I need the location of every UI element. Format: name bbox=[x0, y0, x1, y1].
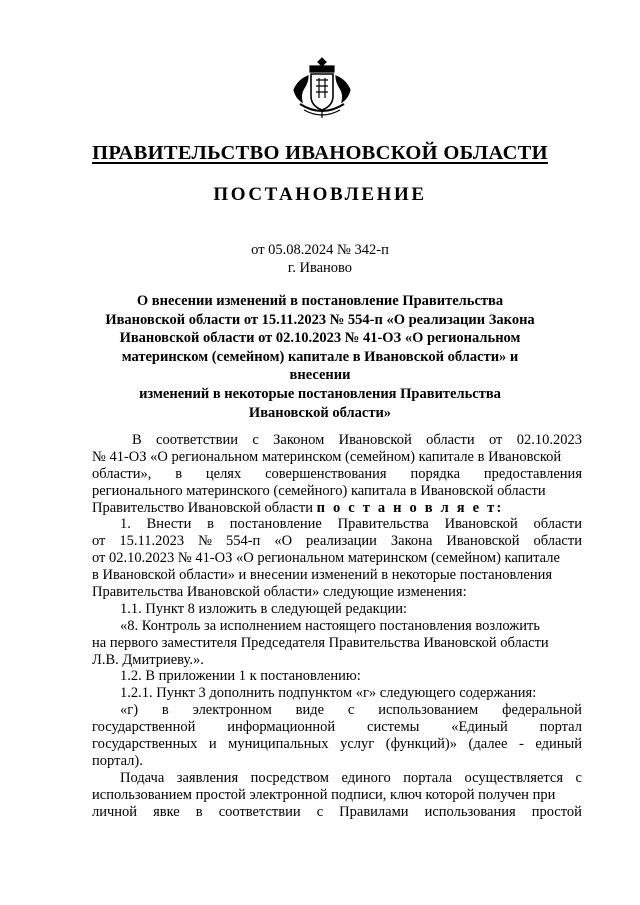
word: целях bbox=[205, 465, 242, 482]
government-title: ПРАВИТЕЛЬСТВО ИВАНОВСКОЙ ОБЛАСТИ bbox=[92, 142, 548, 164]
city: г. Иваново bbox=[287, 260, 353, 276]
word: посредством bbox=[250, 769, 329, 786]
word: Правительства bbox=[337, 516, 429, 533]
subject-line: изменений в некоторые постановления Правительства bbox=[139, 385, 501, 402]
body-line: № 41-ОЗ «О региональном материнском (семейном) капитале в Ивановской bbox=[92, 448, 562, 465]
document-type: ПОСТАНОВЛЕНИЕ bbox=[213, 184, 427, 205]
word: информационной bbox=[227, 719, 336, 736]
word: портала bbox=[403, 769, 453, 786]
word: портал bbox=[539, 719, 582, 736]
subject-line: Ивановской области от 15.11.2023 № 554-п «О реализации Закона bbox=[105, 311, 535, 328]
word: в bbox=[195, 803, 203, 820]
word: (далее bbox=[468, 736, 508, 753]
word: федеральной bbox=[502, 702, 582, 719]
document-subject bbox=[90, 292, 550, 422]
word: предоставления bbox=[483, 465, 582, 482]
word: (функций)» bbox=[385, 736, 458, 753]
body-line bbox=[92, 804, 582, 821]
body-line bbox=[92, 770, 582, 787]
date-number: от 05.08.2024 № 342-п bbox=[251, 242, 389, 258]
word: государственных bbox=[92, 736, 198, 753]
word: совершенствования bbox=[265, 465, 387, 482]
word: Закона bbox=[390, 533, 433, 550]
word: области bbox=[533, 533, 582, 550]
body-line bbox=[92, 516, 582, 533]
word: с bbox=[316, 803, 324, 820]
word: в bbox=[161, 702, 169, 719]
subject-line: материнском (семейном) капитале в Ивановской области» и внесении bbox=[121, 348, 519, 384]
word: с bbox=[252, 432, 259, 448]
body-line: в Ивановской области» и внесении изменений в некоторые постановления bbox=[92, 567, 553, 584]
body-line bbox=[92, 533, 582, 550]
body-line: от 02.10.2023 № 41-ОЗ «О региональном материнском (семейном) капитале bbox=[92, 550, 560, 567]
document-body bbox=[92, 432, 582, 820]
body-line: портал). bbox=[92, 752, 143, 769]
body-line: регионального материнского (семейного) капитала в Ивановской области bbox=[92, 482, 546, 499]
body-line: Л.В. Дмитриеву.». bbox=[92, 651, 204, 668]
word: личной bbox=[92, 803, 138, 820]
word: от bbox=[92, 533, 106, 550]
word: использования bbox=[424, 803, 516, 820]
word: области bbox=[426, 432, 475, 448]
word: в bbox=[207, 516, 215, 533]
word: 1. bbox=[120, 516, 131, 533]
word: электронном bbox=[192, 702, 272, 719]
subject-line: Ивановской области» bbox=[248, 404, 392, 421]
subject-line: Ивановской области от 02.10.2023 № 41-ОЗ «О региональном bbox=[119, 330, 521, 347]
word: «г) bbox=[120, 702, 139, 719]
body-line bbox=[92, 702, 582, 719]
word: порядка bbox=[410, 465, 461, 482]
word: Ивановской bbox=[444, 516, 518, 533]
body-text: Правительство Ивановской области bbox=[92, 499, 313, 516]
word: явке bbox=[153, 803, 180, 820]
body-line: 1.1. Пункт 8 изложить в следующей редакции: bbox=[120, 600, 408, 617]
word: - bbox=[518, 736, 524, 753]
word: соответствии bbox=[218, 803, 301, 820]
word: Подача bbox=[120, 769, 165, 786]
resolution-word: п о с т а н о в л я е т: bbox=[316, 499, 504, 516]
body-line: 1.2. В приложении 1 к постановлению: bbox=[120, 668, 361, 685]
word: В bbox=[132, 432, 142, 448]
word: с bbox=[575, 769, 582, 786]
word: № bbox=[198, 533, 212, 550]
body-line bbox=[92, 736, 582, 753]
body-line-with-resolution bbox=[92, 500, 582, 517]
word: с bbox=[347, 702, 355, 719]
word: 554-п bbox=[225, 533, 261, 550]
word: области bbox=[533, 516, 582, 533]
word: государственной bbox=[92, 719, 196, 736]
word: реализации bbox=[306, 533, 377, 550]
word: 02.10.2023 bbox=[516, 432, 582, 448]
word: Законом bbox=[273, 432, 325, 448]
word: заявления bbox=[176, 769, 239, 786]
word: системы bbox=[367, 719, 420, 736]
body-line bbox=[92, 466, 582, 483]
body-line: использованием простой электронной подписи, ключ которой получен при bbox=[92, 786, 556, 803]
word: простой bbox=[531, 803, 582, 820]
word: Ивановской bbox=[446, 533, 520, 550]
word: единый bbox=[535, 736, 582, 753]
word: осуществляется bbox=[464, 769, 564, 786]
word: постановление bbox=[229, 516, 322, 533]
word: области», bbox=[92, 465, 152, 482]
word: Внести bbox=[146, 516, 192, 533]
word: виде bbox=[295, 702, 325, 719]
subject-line: О внесении изменений в постановление Правительства bbox=[136, 293, 504, 309]
word: Правилами bbox=[339, 803, 409, 820]
word: использованием bbox=[378, 702, 479, 719]
body-line bbox=[92, 432, 582, 449]
word: «Единый bbox=[451, 719, 508, 736]
word: и bbox=[208, 736, 217, 753]
word: от bbox=[488, 432, 503, 448]
word: услуг bbox=[340, 736, 375, 753]
word: в bbox=[175, 465, 183, 482]
body-line: Правительства Ивановской области» следующие изменения: bbox=[92, 584, 467, 601]
word: единого bbox=[341, 769, 391, 786]
body-line bbox=[92, 719, 582, 736]
body-line: на первого заместителя Председателя Правительства Ивановской области bbox=[92, 634, 549, 651]
word: соответствии bbox=[156, 432, 238, 448]
body-line: «8. Контроль за исполнением настоящего постановления возложить bbox=[120, 617, 540, 634]
coat-of-arms-icon bbox=[286, 52, 358, 124]
body-line: 1.2.1. Пункт 3 дополнить подпунктом «г» следующего содержания: bbox=[120, 685, 537, 702]
word: «О bbox=[274, 533, 293, 550]
word: Ивановской bbox=[338, 432, 412, 448]
word: 15.11.2023 bbox=[119, 533, 185, 550]
word: муниципальных bbox=[228, 736, 329, 753]
